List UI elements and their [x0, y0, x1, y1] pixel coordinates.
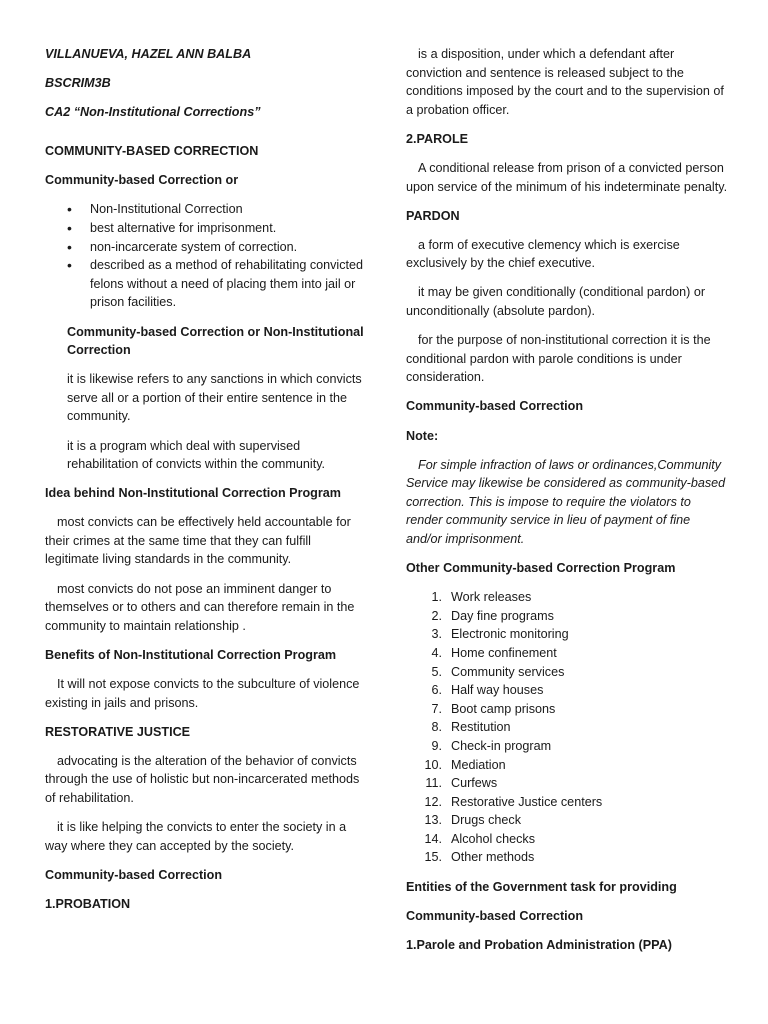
- idea-paragraph-1: most convicts can be effectively held accountable for their crimes at the same time that they can fulfill legitimate living standards in the community.: [45, 515, 351, 567]
- program-label: Drugs check: [451, 813, 521, 828]
- program-number: 7.: [431, 701, 442, 716]
- bullet-item: • Non-Institutional Correction: [90, 200, 367, 219]
- note-text: For simple infraction of laws or ordinances,Community Service may likewise be considered as community-based correction. This is impose to require the violators to render community service in lieu of payment of fine and/or imprisonment.: [406, 457, 726, 546]
- subheading-nic: Community-based Correction or Non-Institutional Correction: [67, 324, 364, 358]
- program-item: [431, 644, 728, 663]
- ppa-heading: 1.Parole and Probation Administration (PPA): [406, 937, 672, 952]
- nic-definition-1: it is likewise refers to any sanctions in which convicts serve all or a portion of their entire sentence in the community.: [67, 372, 362, 424]
- program-label: Restitution: [451, 720, 511, 735]
- program-item: [431, 737, 728, 756]
- restorative-justice-heading: RESTORATIVE JUSTICE: [45, 724, 191, 739]
- program-number: 6.: [431, 683, 442, 698]
- section-code: BSCRIM3B: [45, 76, 111, 91]
- program-item: [431, 718, 728, 737]
- program-label: Restorative Justice centers: [451, 794, 603, 809]
- benefits-paragraph: It will not expose convicts to the subculture of violence existing in jails and prisons.: [45, 676, 360, 710]
- entities-heading: Entities of the Government task for providing: [406, 879, 677, 894]
- other-programs-heading: Other Community-based Correction Program: [406, 561, 676, 576]
- pardon-paragraph-3: for the purpose of non-institutional correction it is the conditional pardon with parole conditions is under consideration.: [406, 333, 711, 385]
- main-heading: COMMUNITY-BASED CORRECTION: [45, 144, 259, 159]
- program-label: Day fine programs: [451, 608, 554, 623]
- program-item: [431, 588, 728, 607]
- nic-definition-2: it is a program which deal with supervised rehabilitation of convicts within the community.: [67, 438, 326, 472]
- parole-heading: 2.PAROLE: [406, 131, 469, 146]
- program-label: Work releases: [451, 590, 532, 605]
- note-heading: Note:: [406, 428, 439, 443]
- program-item: [424, 830, 728, 849]
- entities-subheading: Community-based Correction: [406, 908, 584, 923]
- left-column: [45, 45, 367, 924]
- program-item: [431, 700, 728, 719]
- nic-block: [67, 323, 367, 474]
- pardon-paragraph-1: a form of executive clemency which is exercise exclusively by the chief executive.: [406, 237, 680, 271]
- subheading-cbc-or: Community-based Correction or: [45, 173, 239, 188]
- program-number: 13.: [424, 813, 442, 828]
- program-label: Half way houses: [451, 683, 544, 698]
- program-number: 1.: [431, 590, 442, 605]
- program-label: Curfews: [451, 776, 498, 791]
- course-title: CA2 “Non-Institutional Corrections”: [45, 105, 261, 120]
- programs-list: [406, 588, 728, 867]
- program-number: 10.: [424, 757, 442, 772]
- program-number: 12.: [424, 794, 442, 809]
- probation-heading: 1.PROBATION: [45, 896, 131, 911]
- idea-paragraph-2: most convicts do not pose an imminent danger to themselves or to others and can therefore remain in the community to maintain relationship .: [45, 581, 355, 633]
- idea-heading: Idea behind Non-Institutional Correction Program: [45, 486, 341, 501]
- restorative-justice-paragraph-1: advocating is the alteration of the behavior of convicts through the use of holistic but non-incarcerated methods of rehabilitation.: [45, 753, 360, 805]
- program-item: [424, 793, 728, 812]
- spacer: [45, 132, 367, 142]
- program-number: 8.: [431, 720, 442, 735]
- definition-bullet-list: [45, 200, 367, 312]
- program-label: Home confinement: [451, 645, 557, 660]
- program-number: 11.: [425, 776, 442, 791]
- program-item: [431, 681, 728, 700]
- bullet-item: • best alternative for imprisonment.: [90, 219, 367, 238]
- program-number: 14.: [424, 831, 442, 846]
- program-item: [431, 607, 728, 626]
- program-number: 3.: [431, 627, 442, 642]
- program-label: Community services: [451, 664, 565, 679]
- cbc-heading-left: Community-based Correction: [45, 867, 223, 882]
- program-item: [424, 848, 728, 867]
- program-label: Boot camp prisons: [451, 701, 556, 716]
- program-label: Mediation: [451, 757, 506, 772]
- program-number: 2.: [431, 608, 442, 623]
- probation-definition: is a disposition, under which a defendant after conviction and sentence is released subject to the conditions imposed by the court and to the supervision of a probation officer.: [406, 47, 724, 117]
- program-number: 9.: [431, 738, 442, 753]
- program-label: Check-in program: [451, 738, 552, 753]
- program-label: Electronic monitoring: [451, 627, 569, 642]
- program-number: 4.: [431, 645, 442, 660]
- author-name: VILLANUEVA, HAZEL ANN BALBA: [45, 47, 252, 61]
- benefits-heading: Benefits of Non-Institutional Correction Program: [45, 647, 337, 662]
- pardon-paragraph-2: it may be given conditionally (conditional pardon) or unconditionally (absolute pardon).: [406, 285, 706, 319]
- program-label: Alcohol checks: [451, 831, 535, 846]
- parole-definition: A conditional release from prison of a convicted person upon service of the minimum of his indeterminate penalty.: [406, 160, 728, 194]
- restorative-justice-paragraph-2: it is like helping the convicts to enter the society in a way where they can accepted by the society.: [45, 820, 347, 853]
- program-item: [425, 774, 728, 793]
- program-item: [431, 663, 728, 682]
- pardon-heading: PARDON: [406, 208, 460, 223]
- program-item: [431, 625, 728, 644]
- program-item: [424, 756, 728, 775]
- program-item: [424, 811, 728, 830]
- cbc-heading-right: Community-based Correction: [406, 399, 584, 414]
- program-number: 15.: [424, 850, 442, 865]
- program-label: Other methods: [451, 850, 535, 865]
- bullet-item: • described as a method of rehabilitating convicted felons without a need of placing them into jail or prison facilities.: [90, 256, 367, 312]
- bullet-item: • non-incarcerate system of correction.: [90, 238, 367, 257]
- right-column: [406, 45, 728, 965]
- program-number: 5.: [431, 664, 442, 679]
